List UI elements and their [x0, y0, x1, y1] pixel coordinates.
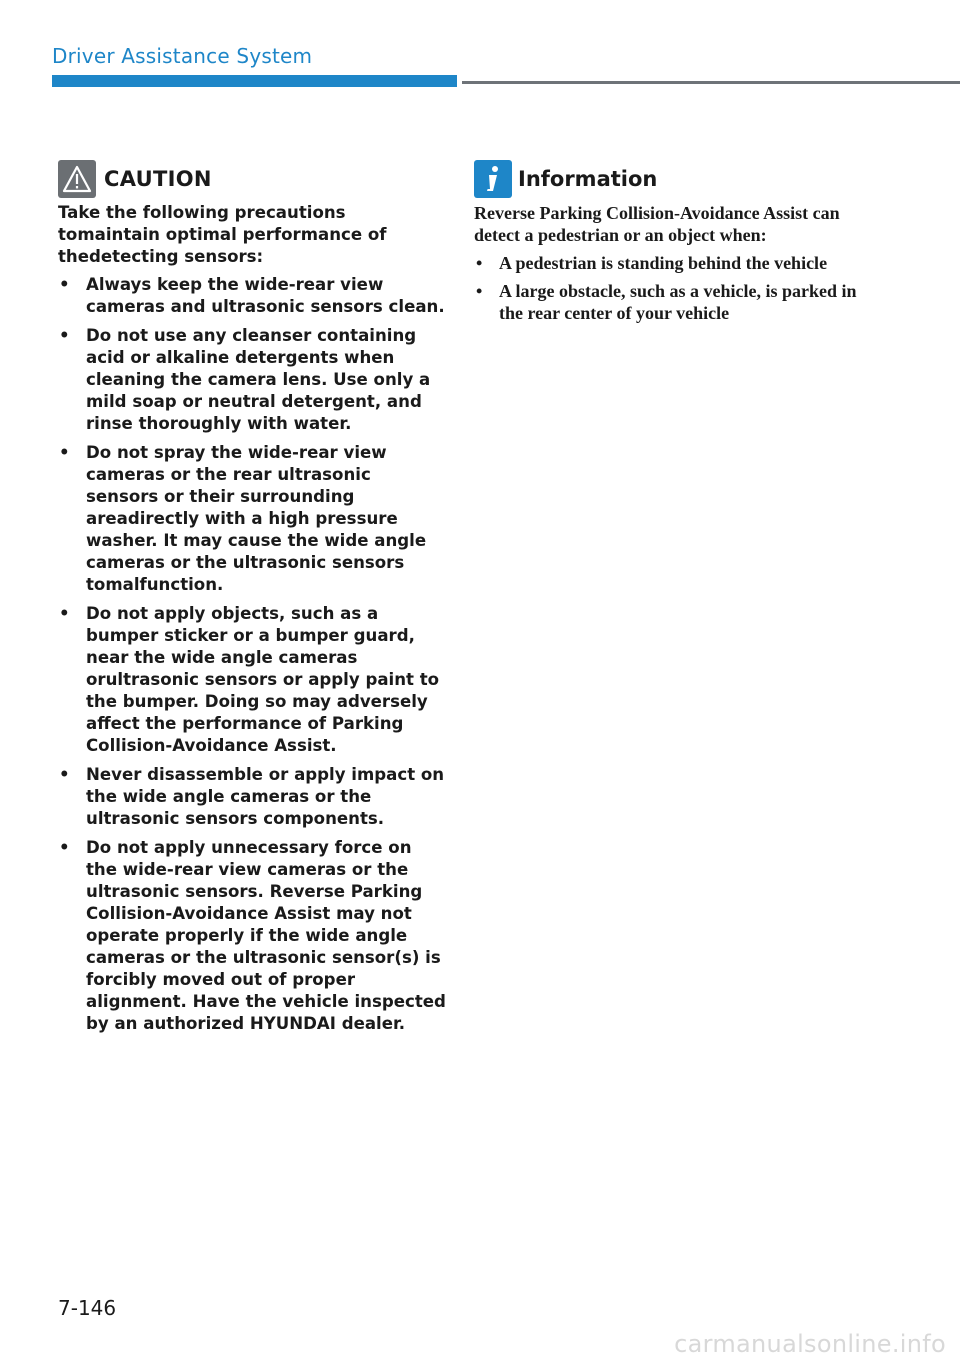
- header-rule: [462, 81, 960, 84]
- caution-item: • Do not apply unnecessary force on the wide-rear view cameras or the ultrasonic sensors. Reverse Parking Collision-Avoidance Assist may not operate properly if the wide angle cameras or the ultrasonic sensor(s) is forcibly moved out of proper alignment. Have the vehicle inspected by an authorized HYUNDAI dealer.: [58, 837, 448, 1035]
- caution-title: CAUTION: [104, 167, 212, 191]
- caution-item: • Do not apply objects, such as a bumper sticker or a bumper guard, near the wide angle cameras orultrasonic sensors or apply paint to the bumper. Doing so may adversely affect the performance of Parking Collision-Avoidance Assist.: [58, 603, 448, 757]
- page-number: 7-146: [58, 1296, 117, 1320]
- header-rule-accent: [52, 75, 457, 87]
- caution-item: • Do not spray the wide-rear view cameras or the rear ultrasonic sensors or their surrounding areadirectly with a high pressure washer. It may cause the wide angle cameras or the ultrasonic sensors tomalfunction.: [58, 442, 448, 596]
- caution-box: [58, 160, 448, 1042]
- section-title: Driver Assistance System: [52, 44, 313, 68]
- information-item: • A pedestrian is standing behind the vehicle: [474, 252, 874, 274]
- caution-intro: Take the following precautions tomaintain optimal performance of thedetecting sensors:: [58, 203, 387, 266]
- information-box: [474, 160, 874, 330]
- info-i-icon: [474, 160, 512, 198]
- watermark: carmanualsonline.info: [674, 1330, 946, 1358]
- caution-heading: [58, 160, 448, 198]
- caution-item: • Never disassemble or apply impact on the wide angle cameras or the ultrasonic sensors components.: [58, 764, 448, 830]
- information-item: • A large obstacle, such as a vehicle, is parked in the rear center of your vehicle: [474, 280, 874, 324]
- information-title: Information: [518, 167, 658, 191]
- information-heading: [474, 160, 874, 198]
- information-list: [474, 252, 874, 324]
- caution-item: • Do not use any cleanser containing acid or alkaline detergents when cleaning the camera lens. Use only a mild soap or neutral detergent, and rinse thoroughly with water.: [58, 325, 448, 435]
- caution-item: • Always keep the wide-rear view cameras and ultrasonic sensors clean.: [58, 274, 448, 318]
- caution-list: [58, 274, 448, 1035]
- warning-triangle-icon: [58, 160, 96, 198]
- information-intro: Reverse Parking Collision-Avoidance Assist can detect a pedestrian or an object when:: [474, 203, 840, 245]
